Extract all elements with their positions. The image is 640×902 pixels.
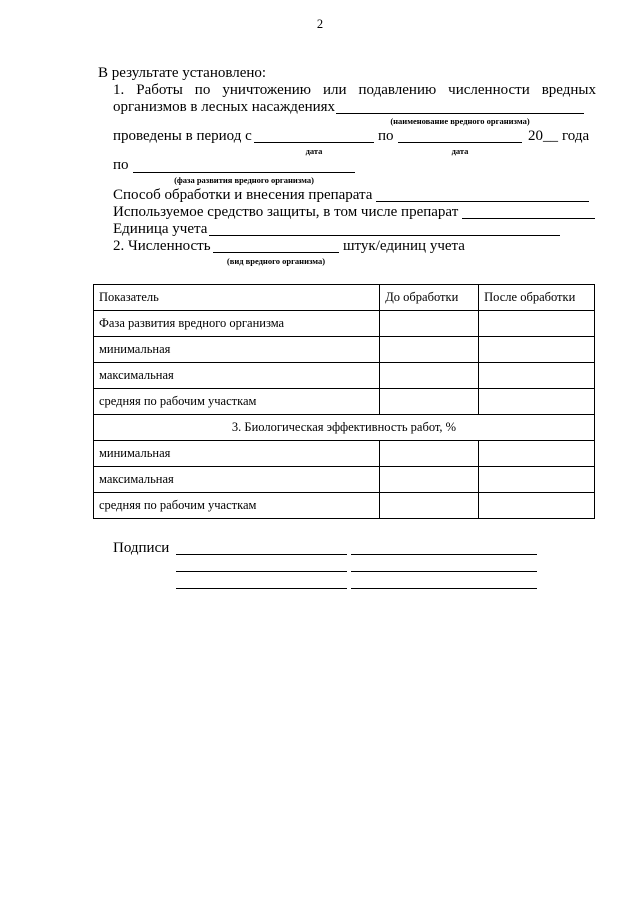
phase-prefix: по: [113, 157, 129, 173]
cell-after[interactable]: [479, 493, 595, 519]
row-label: Фаза развития вредного организма: [94, 311, 380, 337]
signature-name-line[interactable]: [351, 588, 537, 589]
signature-name-line[interactable]: [351, 554, 537, 555]
caption-organism-name: (наименование вредного организма): [390, 116, 530, 126]
row-label: средняя по рабочим участкам: [94, 493, 380, 519]
table-section-row: [94, 415, 595, 441]
table-row: [94, 311, 595, 337]
caption-date-start: дата: [305, 146, 323, 156]
row-label: максимальная: [94, 363, 380, 389]
protection-label: Используемое средство защиты, в том числе препарат: [113, 204, 459, 220]
caption-phase: (фаза развития вредного организма): [174, 175, 314, 185]
cell-before[interactable]: [380, 337, 479, 363]
header-indicator: Показатель: [94, 285, 380, 311]
table-row: [94, 363, 595, 389]
period-year: 20__: [528, 128, 558, 144]
method-blank[interactable]: [376, 201, 589, 202]
count-blank[interactable]: [213, 252, 339, 253]
unit-label: Единица учета: [113, 221, 208, 237]
item2-prefix: 2. Численность: [113, 238, 211, 254]
period-prefix: проведены в период с: [113, 128, 252, 144]
cell-before[interactable]: [380, 311, 479, 337]
signature-name-line[interactable]: [351, 571, 537, 572]
header-before: До обработки: [380, 285, 479, 311]
signature-line[interactable]: [176, 554, 347, 555]
table-header-row: [94, 285, 595, 311]
period-start-blank[interactable]: [254, 142, 374, 143]
item2-suffix: штук/единиц учета: [343, 238, 465, 254]
protection-blank[interactable]: [462, 218, 595, 219]
phase-blank[interactable]: [133, 172, 355, 173]
period-end-blank[interactable]: [398, 142, 522, 143]
table-row: [94, 337, 595, 363]
row-label: минимальная: [94, 337, 380, 363]
item1-line1: 1. Работы по уничтожению или подавлению численности вредных: [113, 82, 596, 98]
cell-after[interactable]: [479, 311, 595, 337]
row-label: средняя по рабочим участкам: [94, 389, 380, 415]
cell-after[interactable]: [479, 467, 595, 493]
cell-after[interactable]: [479, 363, 595, 389]
cell-before[interactable]: [380, 441, 479, 467]
results-table: [93, 284, 595, 519]
period-by: по: [378, 128, 394, 144]
organism-name-blank[interactable]: [336, 113, 584, 114]
signature-line[interactable]: [176, 588, 347, 589]
table-row: [94, 493, 595, 519]
signature-line[interactable]: [176, 571, 347, 572]
method-label: Способ обработки и внесения препарата: [113, 187, 373, 203]
row-label: максимальная: [94, 467, 380, 493]
page-number: 2: [316, 17, 324, 31]
caption-type: (вид вредного организма): [226, 256, 326, 266]
cell-after[interactable]: [479, 389, 595, 415]
row-label: минимальная: [94, 441, 380, 467]
section3-title: 3. Биологическая эффективность работ, %: [94, 415, 595, 441]
table-row: [94, 389, 595, 415]
cell-before[interactable]: [380, 493, 479, 519]
cell-before[interactable]: [380, 467, 479, 493]
unit-blank[interactable]: [209, 235, 560, 236]
cell-after[interactable]: [479, 337, 595, 363]
caption-date-end: дата: [451, 146, 469, 156]
cell-before[interactable]: [380, 363, 479, 389]
cell-before[interactable]: [380, 389, 479, 415]
item1-line2: организмов в лесных насаждениях: [113, 99, 336, 115]
header-after: После обработки: [479, 285, 595, 311]
signatures-label: Подписи: [113, 540, 170, 556]
table-row: [94, 441, 595, 467]
cell-after[interactable]: [479, 441, 595, 467]
period-year-suffix: года: [562, 128, 590, 144]
table-row: [94, 467, 595, 493]
intro-text: В результате установлено:: [98, 65, 267, 81]
